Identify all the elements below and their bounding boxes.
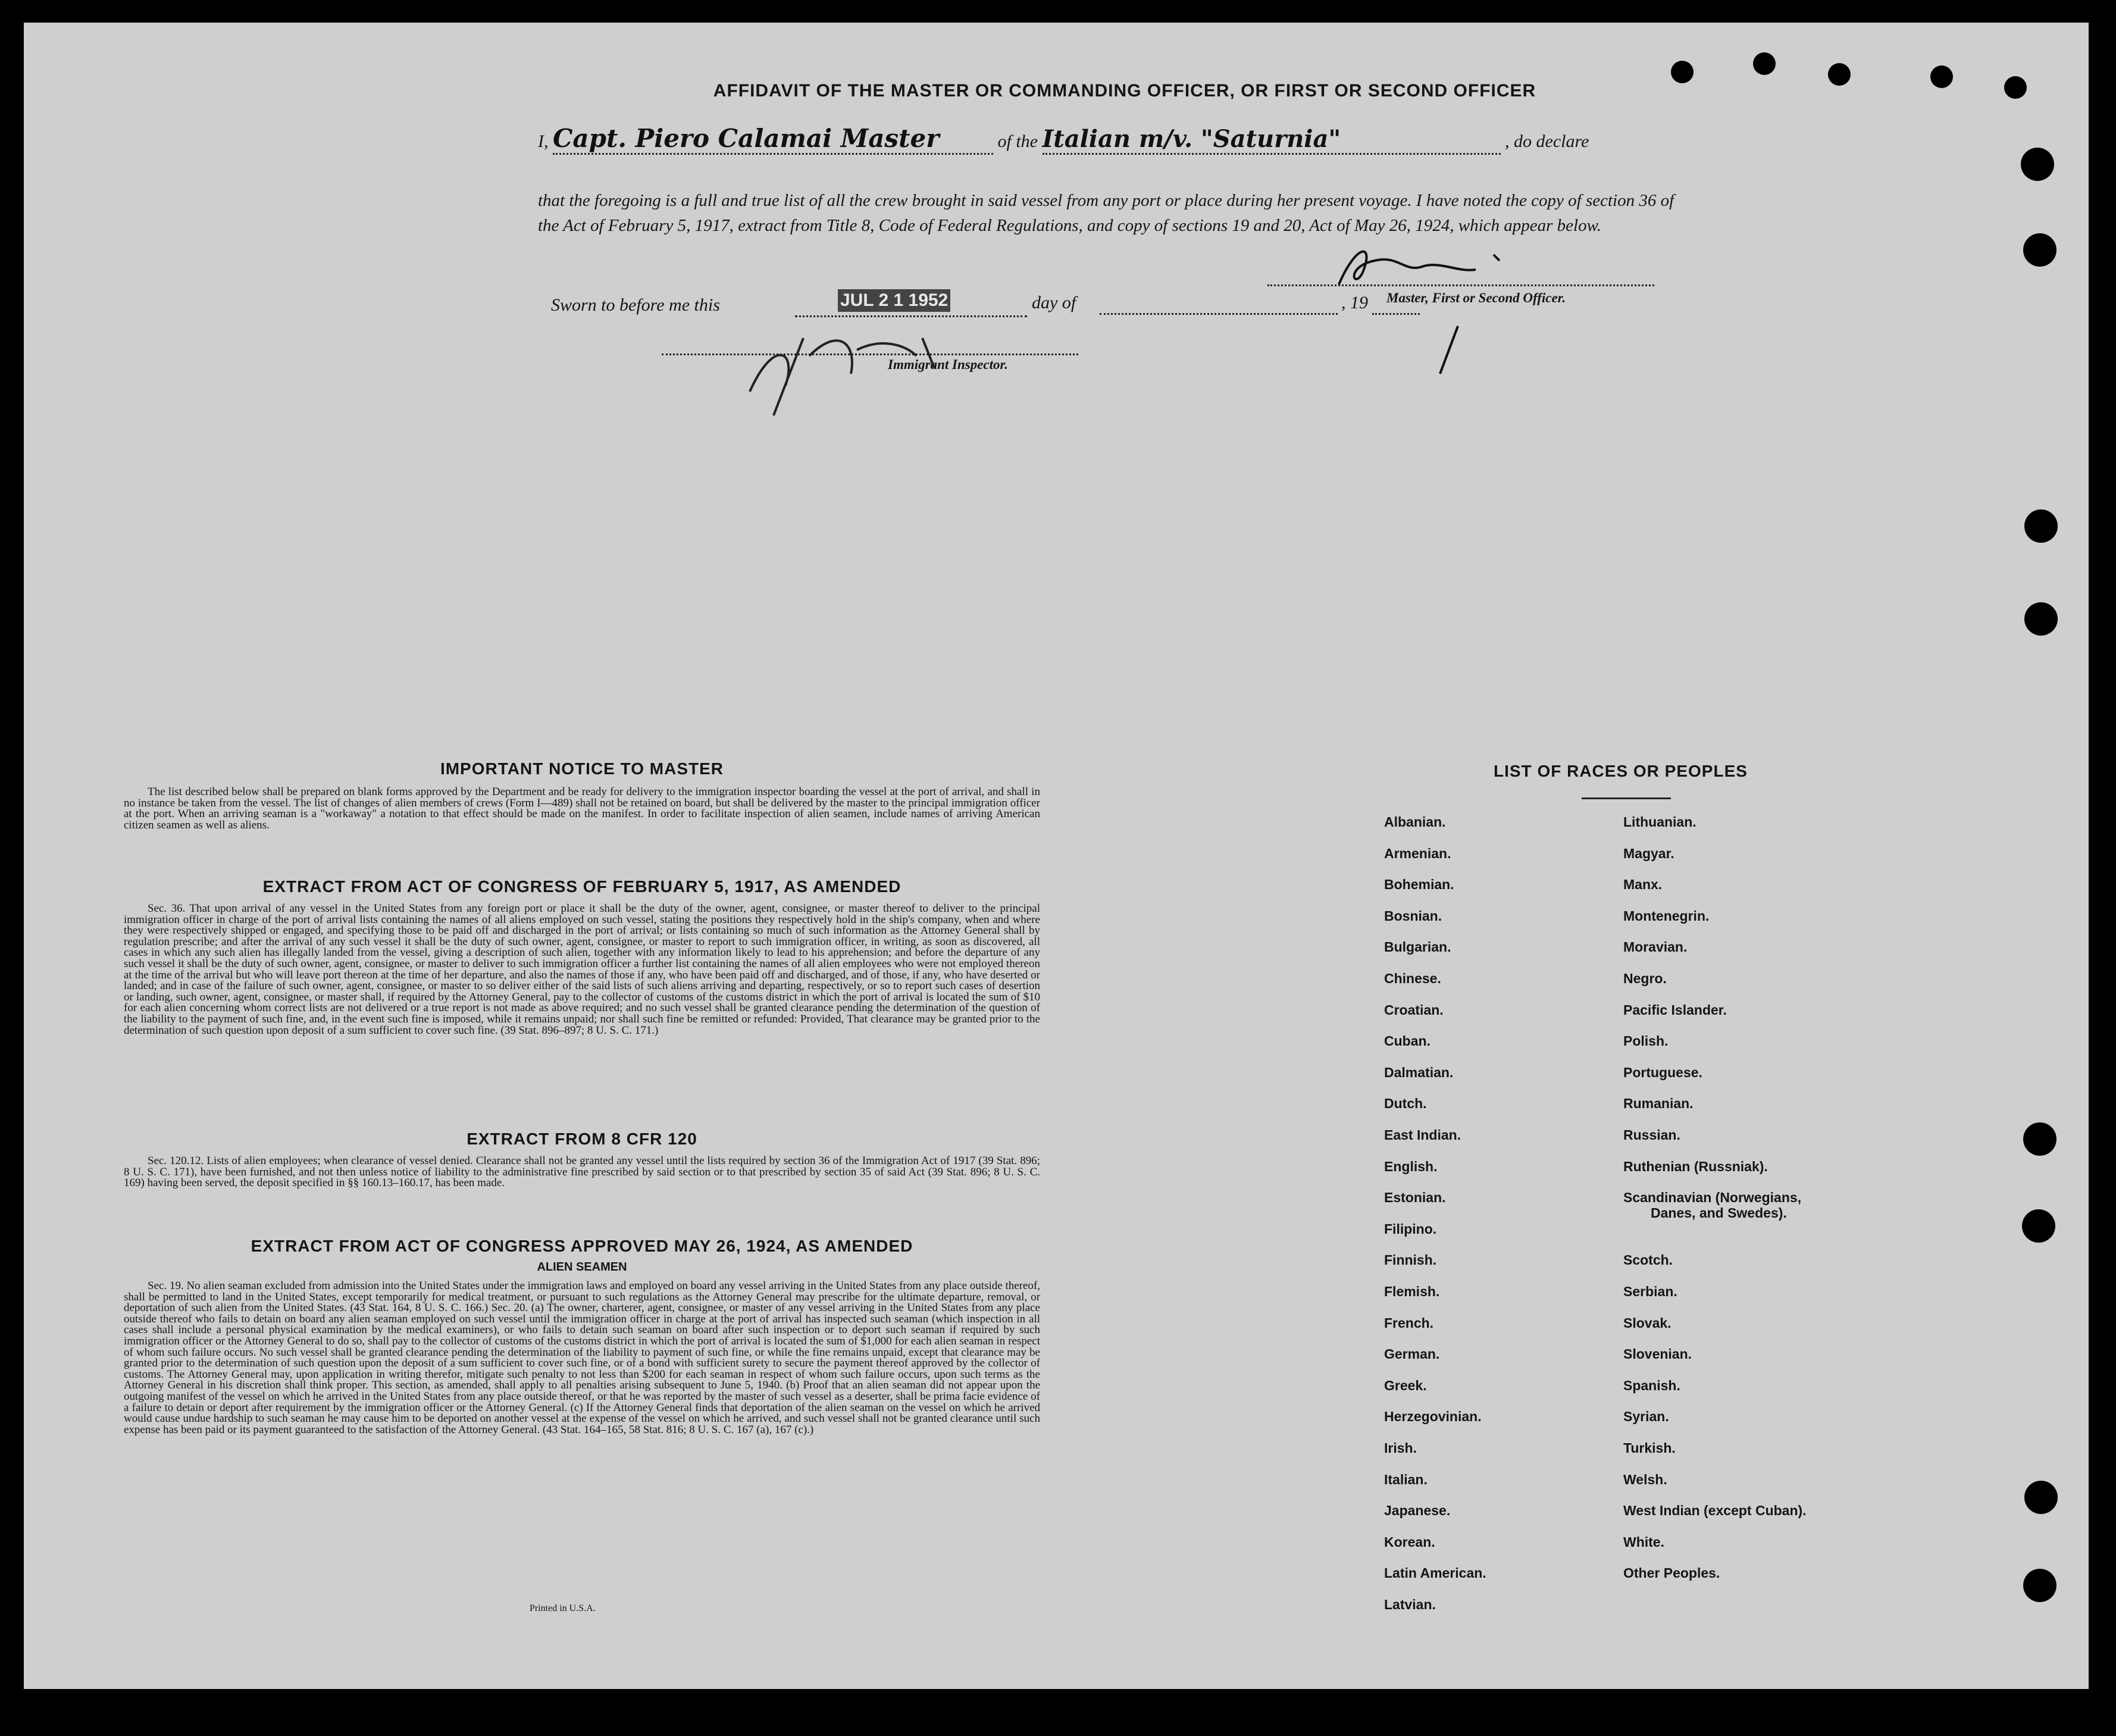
race-item: Latvian. bbox=[1384, 1597, 1436, 1612]
race-item: Finnish. bbox=[1384, 1252, 1437, 1268]
prefix-i: I, bbox=[538, 132, 549, 151]
race-item: Moravian. bbox=[1623, 939, 1688, 955]
inspector-caption: Immigrant Inspector. bbox=[888, 357, 1008, 372]
sworn-label: Sworn to before me this bbox=[551, 295, 720, 315]
year-prefix: , 19 bbox=[1341, 293, 1368, 312]
affidavit-declaration-line bbox=[538, 124, 1674, 155]
race-item: Lithuanian. bbox=[1623, 814, 1696, 830]
race-item: Polish. bbox=[1623, 1033, 1669, 1049]
extract-1924-subtitle: ALIEN SEAMEN bbox=[537, 1260, 627, 1274]
document-page bbox=[24, 23, 2089, 1689]
race-item: Armenian. bbox=[1384, 845, 1451, 861]
binder-hole bbox=[2024, 602, 2058, 636]
affidavit-body: that the foregoing is a full and true list of all the crew brought in said vessel from any port or place during her present voyage. I have noted the copy of section 36 of the Act of February 5, 1917, extract from Title 8, Code of Federal Regulations, and copy of sections 19 and 20, Act of May 26, 1924, which appear below. bbox=[538, 191, 1674, 235]
races-left-column bbox=[1384, 814, 1598, 1647]
race-item: Slovak. bbox=[1623, 1315, 1671, 1331]
race-item: Filipino. bbox=[1384, 1221, 1437, 1237]
inspector-signature-line bbox=[662, 354, 1078, 355]
race-item: Other Peoples. bbox=[1623, 1565, 1720, 1581]
race-item: Syrian. bbox=[1623, 1409, 1669, 1425]
race-item: Pacific Islander. bbox=[1623, 1002, 1727, 1018]
race-item: Magyar. bbox=[1623, 845, 1674, 861]
extract-1917-title: EXTRACT FROM ACT OF CONGRESS OF FEBRUARY 5, 1917, AS AMENDED bbox=[262, 877, 902, 896]
binder-hole bbox=[2024, 509, 2058, 543]
race-item: Dutch. bbox=[1384, 1096, 1427, 1112]
of-the-label: of the bbox=[997, 132, 1038, 151]
race-item: Bosnian. bbox=[1384, 908, 1442, 924]
race-item: Irish. bbox=[1384, 1440, 1417, 1456]
races-title-rule bbox=[1582, 797, 1671, 799]
vessel-name-handwritten: Italian m/v. "Saturnia" bbox=[1043, 125, 1501, 155]
race-item: Estonian. bbox=[1384, 1190, 1446, 1206]
race-item: Croatian. bbox=[1384, 1002, 1444, 1018]
binder-hole bbox=[2004, 76, 2027, 99]
race-item: Russian. bbox=[1623, 1127, 1680, 1143]
race-item: French. bbox=[1384, 1315, 1434, 1331]
race-item: Ruthenian (Russniak). bbox=[1623, 1158, 1768, 1174]
race-item: Serbian. bbox=[1623, 1284, 1677, 1299]
race-item: Slovenian. bbox=[1623, 1346, 1692, 1362]
races-right-column bbox=[1623, 814, 1897, 1647]
day-of-label: day of bbox=[1032, 293, 1076, 312]
extract-1924-text: Sec. 19. No alien seaman excluded from admission into the United States under the immigration laws and employed on board any vessel arriving in the United States from any place outside thereof, shall be permitted to land in the United States, except temporarily for medical treatment, or pursuant to such regulations as the Attorney General may prescribe for the ultimate departure, removal, or deportation of such alien from the United States. (43 Stat. 164, 8 U. S. C. 166.) Sec. 20. (a) The owner, charterer, agent, consignee, or master of any vessel arriving in the United States from any place outside thereof who fails to detain on board any alien seaman employed on such vessel until the immigration officer in charge at the port of arrival has inspected such seaman (which inspection in all cases shall include a personal physical examination by the medical examiners), or who fails to detain such seaman on board after such inspection or to deport such seaman if required by such immigration officer or the Attorney General to do so, shall pay to the collector of customs of the customs district in which the port of arrival is located the sum of $1,000 for each alien seaman in respect of whom such failure occurs. No such vessel shall be granted clearance pending the determination of the liability to payment of such fine, or while the fine remains unpaid, except that clearance may be granted prior to the determination of such question upon the deposit of a sum sufficient to cover such fine, or of a bond with sufficient surety to secure the payment thereof approved by the collector of customs. The Attorney General may, upon application in writing therefor, mitigate such penalty to not less than $200 for each seaman in respect of whom such failure occurs, upon such terms as the Attorney General in his discretion shall think proper. This section, as amended, shall apply to all penalties arising subsequent to June 5, 1940. (b) Proof that an alien seaman did not appear upon the outgoing manifest of the vessel on which he arrived in the United States from any place outside thereof, or that he was reported by the master of such vessel as a deserter, shall be prima facie evidence of a failure to detain or deport after requirement by the immigration officer or the Attorney General. (c) If the Attorney General finds that deportation of the alien seaman on the vessel on which he arrived would cause undue hardship to such seaman he may cause him to be deported on another vessel at the expense of the vessel on which he arrived, and such vessel shall not be granted clearance until such expense has been paid or its payment guaranteed to the satisfaction of the Attorney General. (43 Stat. 164–165, 58 Stat. 816; 8 U. S. C. 167 (a), 167 (c).) bbox=[124, 1280, 1040, 1436]
do-declare-label: , do declare bbox=[1505, 132, 1589, 151]
binder-hole bbox=[2022, 1209, 2055, 1243]
year-blank bbox=[1372, 295, 1420, 315]
race-item-continuation: Danes, and Swedes). bbox=[1651, 1205, 1787, 1221]
binder-hole bbox=[1930, 65, 1953, 88]
race-item: Rumanian. bbox=[1623, 1096, 1694, 1112]
race-item: Italian. bbox=[1384, 1471, 1428, 1487]
extract-cfr-title: EXTRACT FROM 8 CFR 120 bbox=[467, 1130, 697, 1148]
race-item: East Indian. bbox=[1384, 1127, 1461, 1143]
binder-hole bbox=[1753, 52, 1776, 75]
race-item: Montenegrin. bbox=[1623, 908, 1710, 924]
race-item: West Indian (except Cuban). bbox=[1623, 1503, 1807, 1519]
race-item: Chinese. bbox=[1384, 971, 1441, 986]
race-item: English. bbox=[1384, 1158, 1438, 1174]
affidavit-title: AFFIDAVIT OF THE MASTER OR COMMANDING OFFICER, OR FIRST OR SECOND OFFICER bbox=[713, 81, 1536, 101]
binder-hole bbox=[2023, 1122, 2056, 1156]
binder-hole bbox=[2023, 1569, 2056, 1602]
race-item: Manx. bbox=[1623, 877, 1663, 893]
race-item: Negro. bbox=[1623, 971, 1667, 986]
race-item: Scotch. bbox=[1623, 1252, 1673, 1268]
binder-hole bbox=[2024, 1481, 2058, 1514]
race-item: Latin American. bbox=[1384, 1565, 1486, 1581]
race-item: Flemish. bbox=[1384, 1284, 1440, 1299]
date-stamp-text: JUL 2 1 1952 bbox=[838, 289, 950, 312]
extract-1924-title: EXTRACT FROM ACT OF CONGRESS APPROVED MAY 26, 1924, AS AMENDED bbox=[251, 1237, 913, 1255]
races-title: LIST OF RACES OR PEOPLES bbox=[1494, 762, 1748, 780]
master-signature-line bbox=[1267, 284, 1654, 286]
notice-title: IMPORTANT NOTICE TO MASTER bbox=[440, 759, 724, 778]
race-item: Cuban. bbox=[1384, 1033, 1431, 1049]
month-blank bbox=[1100, 295, 1338, 315]
master-caption: Master, First or Second Officer. bbox=[1386, 290, 1566, 305]
race-item: Portuguese. bbox=[1623, 1064, 1702, 1080]
race-item: Herzegovinian. bbox=[1384, 1409, 1482, 1425]
race-item: Turkish. bbox=[1623, 1440, 1676, 1456]
race-item: Japanese. bbox=[1384, 1503, 1451, 1519]
printed-in-usa: Printed in U.S.A. bbox=[530, 1603, 596, 1613]
binder-hole bbox=[2023, 233, 2056, 267]
extract-1917-text: Sec. 36. That upon arrival of any vessel in the United States from any foreign port or place it shall be the duty of the owner, agent, consignee, or master thereof to deliver to the principal immigration officer in charge of the port of arrival lists containing the names of all aliens employed on such vessel, stating the positions they respectively hold in the ship's company, when and where they were respectively shipped or engaged, and specifying those to be paid off and discharged in the port of arrival; or lists containing so much of such information as the Attorney General shall by regulation prescribe; and after the arrival of any such vessel it shall be the duty of such owner, agent, consignee, or master to report to such immigration officer, in writing, as soon as discovered, all cases in which any such alien has illegally landed from the vessel, giving a description of such alien, together with any information likely to lead to his apprehension; and before the departure of any such vessel it shall be the duty of such owner, agent, consignee, or master to deliver to such immigration officer a further list containing the names of all alien employees who were not employed thereon at the time of the arrival but who will leave port thereon at the time of her departure, and also the names of those if any, who have been paid off and discharged, and of those, if any, who have deserted or landed; and in case of the failure of such owner, agent, consignee, or master to so deliver either of the said lists of such aliens arriving and departing, respectively, or so to report such cases of desertion or landing, such owner, agent, consignee, or master shall, if required by the Attorney General, pay to the collector of customs of the customs district in which the port of arrival is located the sum of $10 for each alien concerning whom correct lists are not delivered or a true report is not made as above required; and no such vessel shall be granted clearance pending the determination of the question of the liability to the payment of such fine, and, in the event such fine is imposed, while it remains unpaid; nor shall such fine be remitted or refunded: Provided, That clearance may be granted prior to the determination of such question upon deposit of a sum sufficient to cover such fine. (39 Stat. 896–897; 8 U. S. C. 171.) bbox=[124, 902, 1040, 1037]
master-name-handwritten: Capt. Piero Calamai Master bbox=[553, 124, 993, 155]
race-item: White. bbox=[1623, 1534, 1664, 1550]
notice-text: The list described below shall be prepared on blank forms approved by the Department and be ready for delivery to the immigration inspector boarding the vessel at the port of arrival, and shall in no instance be taken from the vessel. The list of changes of alien members of crews (Form I—489) shall not be retained on board, but shall be delivered by the master to the principal immigration officer at the port. When an arriving seaman is a "workaway" a notation to that effect should be made on the manifest. In order to facilitate inspection of alien seamen, include names of arriving American citizen seamen as well as aliens. bbox=[124, 786, 1040, 831]
race-item: Greek. bbox=[1384, 1377, 1427, 1393]
race-item: Bohemian. bbox=[1384, 877, 1454, 893]
race-item: Dalmatian. bbox=[1384, 1064, 1454, 1080]
race-item: German. bbox=[1384, 1346, 1440, 1362]
binder-hole bbox=[1828, 63, 1851, 86]
binder-hole bbox=[2021, 148, 2054, 181]
race-item: Albanian. bbox=[1384, 814, 1446, 830]
race-item: Welsh. bbox=[1623, 1471, 1667, 1487]
extract-cfr-text: Sec. 120.12. Lists of alien employees; when clearance of vessel denied. Clearance shall not be granted any vessel until the lists required by section 36 of the Immigration Act of 1917 (39 Stat. 896; 8 U. S. C. 171), have been furnished, and not then unless notice of liability to the administrative fine prescribed by said section or to that prescribed by section 35 of said Act (39 Stat. 896; 8 U. S. C. 169) having been served, the deposit specified in §§ 160.13–160.17, has been made. bbox=[124, 1155, 1040, 1190]
race-item: Scandinavian (Norwegians, bbox=[1623, 1190, 1802, 1206]
binder-hole bbox=[1671, 61, 1694, 83]
race-item: Korean. bbox=[1384, 1534, 1435, 1550]
race-item: Spanish. bbox=[1623, 1377, 1680, 1393]
race-item: Bulgarian. bbox=[1384, 939, 1451, 955]
